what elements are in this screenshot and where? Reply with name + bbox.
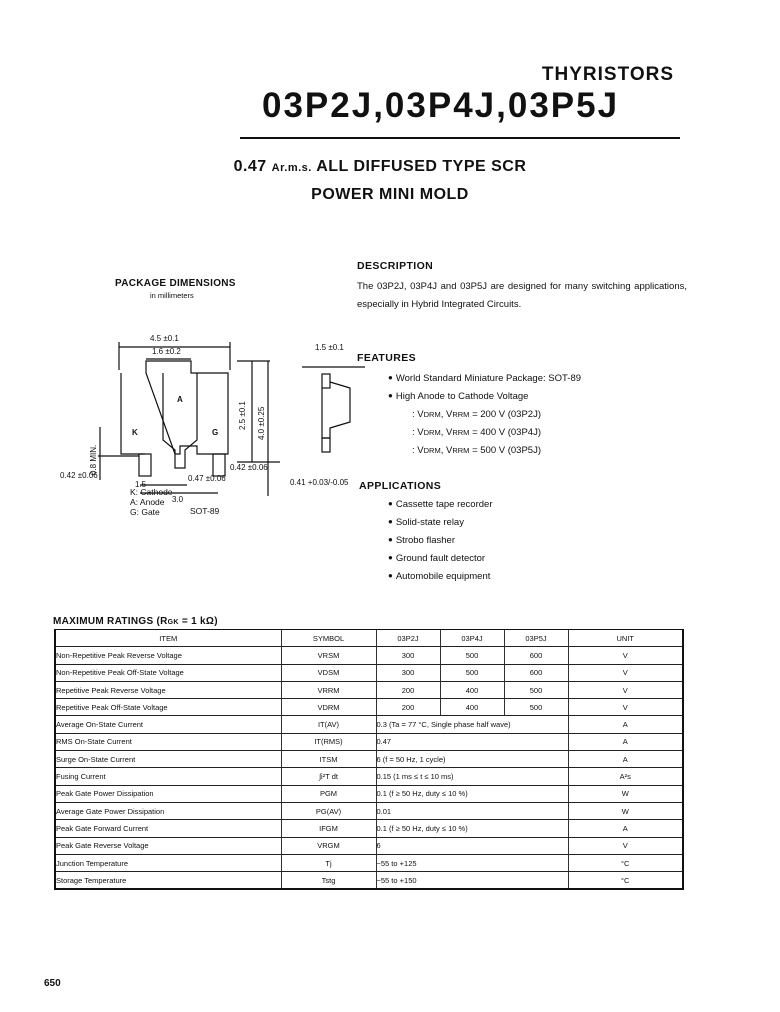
table-row: Peak Gate Reverse Voltage VRGM 6 V (55, 837, 683, 854)
feature-voltage-row: : VDRM, VRRM = 400 V (03P4J) (412, 427, 541, 438)
category-title: THYRISTORS (541, 64, 674, 85)
pin-k-label: K (132, 428, 138, 437)
package-heading: PACKAGE DIMENSIONS (115, 278, 236, 289)
dim-lead-left: 0.42 ±0.06 (60, 471, 98, 480)
dim-body-height: 2.5 ±0.1 (238, 401, 247, 430)
table-row: Non-Repetitive Peak Reverse Voltage VRSM 300 500 600 V (55, 647, 683, 664)
application-item: ● Ground fault detector (388, 550, 492, 568)
dim-width-total: 4.5 ±0.1 (150, 334, 179, 343)
application-item: ● Strobo flasher (388, 532, 492, 550)
ratings-heading: MAXIMUM RATINGS (RGK = 1 kΩ) (53, 616, 218, 627)
col-03p2j: 03P2J (376, 630, 440, 647)
dim-span: 3.0 (172, 495, 184, 504)
dim-pitch: 1.5 (135, 480, 147, 489)
application-item: ● Automobile equipment (388, 568, 492, 586)
applications-list (388, 496, 492, 586)
table-row: Peak Gate Forward Current IFGM 0.1 (f ≥ 50 Hz, duty ≤ 10 %) A (55, 820, 683, 837)
table-row: Average Gate Power Dissipation PG(AV) 0.01 W (55, 802, 683, 819)
subtitle-line1 (0, 158, 760, 176)
table-row: Peak Gate Power Dissipation PGM 0.1 (f ≥ 50 Hz, duty ≤ 10 %) W (55, 785, 683, 802)
description-heading: DESCRIPTION (357, 260, 434, 272)
legend-anode: A: Anode (130, 497, 165, 507)
legend-gate: G: Gate (130, 507, 160, 517)
description-text: The 03P2J, 03P4J and 03P5J are designed for many switching applications, especially in Hybrid Integrated Circuits. (357, 281, 687, 310)
table-row: Fusing Current ∫i²T dt 0.15 (1 ms ≤ t ≤ 10 ms) A²s (55, 768, 683, 785)
page-number: 650 (44, 978, 61, 989)
dim-lead-right: 0.42 ±0.06 (230, 463, 268, 472)
part-numbers-title: 03P2J,03P4J,03P5J (262, 86, 620, 125)
pin-g-label: G (212, 428, 219, 437)
pin-legend (130, 487, 173, 517)
package-name: SOT-89 (190, 506, 220, 516)
feature-item: ● World Standard Miniature Package: SOT-89 (388, 370, 581, 388)
col-03p5j: 03P5J (504, 630, 568, 647)
feature-voltage-row: : VDRM, VRRM = 500 V (03P5J) (412, 445, 541, 456)
dim-side-width: 1.5 ±0.1 (315, 343, 344, 352)
dim-thickness: 0.41 +0.03/-0.05 (290, 478, 349, 487)
col-symbol: SYMBOL (281, 630, 376, 647)
legend-cathode: K: Cathode (130, 487, 173, 497)
features-list (388, 370, 581, 460)
table-row: Repetitive Peak Off-State Voltage VDRM 200 400 500 V (55, 699, 683, 716)
feature-item: ● High Anode to Cathode Voltage (388, 388, 581, 406)
table-row: RMS On-State Current IT(RMS) 0.47 A (55, 733, 683, 750)
subtitle-line2: POWER MINI MOLD (311, 186, 469, 203)
pin-a-label: A (177, 395, 183, 404)
col-unit: UNIT (568, 630, 683, 647)
dim-tab-width: 1.6 ±0.2 (152, 347, 181, 356)
col-03p4j: 03P4J (440, 630, 504, 647)
dim-lead-min: 0.8 MIN. (89, 444, 98, 475)
table-row: Storage Temperature Tstg −55 to +150 °C (55, 872, 683, 890)
col-item: ITEM (55, 630, 281, 647)
ratings-table (54, 629, 684, 890)
application-item: ● Solid-state relay (388, 514, 492, 532)
table-row: Non-Repetitive Peak Off-State Voltage VDSM 300 500 600 V (55, 664, 683, 681)
header-rule (240, 137, 680, 139)
application-item: ● Cassette tape recorder (388, 496, 492, 514)
applications-heading: APPLICATIONS (359, 480, 442, 492)
subtitle-suffix: ALL DIFFUSED TYPE SCR (311, 158, 527, 175)
features-heading: FEATURES (357, 352, 417, 364)
subtitle-prefix: 0.47 (233, 158, 272, 175)
subtitle-unit: Ar.m.s. (271, 162, 312, 174)
feature-voltage-row: : VDRM, VRRM = 200 V (03P2J) (412, 409, 541, 420)
table-row: Repetitive Peak Reverse Voltage VRRM 200 400 500 V (55, 681, 683, 698)
table-row: Junction Temperature Tj −55 to +125 °C (55, 854, 683, 871)
table-header-row (55, 630, 683, 647)
dim-lead-center: 0.47 ±0.06 (188, 474, 226, 483)
table-row: Average On-State Current IT(AV) 0.3 (Ta = 77 °C, Single phase half wave) A (55, 716, 683, 733)
package-units: in millimeters (150, 291, 194, 300)
dim-total-height: 4.0 ±0.25 (257, 406, 266, 440)
table-row: Surge On-State Current ITSM 6 (f = 50 Hz, 1 cycle) A (55, 751, 683, 768)
